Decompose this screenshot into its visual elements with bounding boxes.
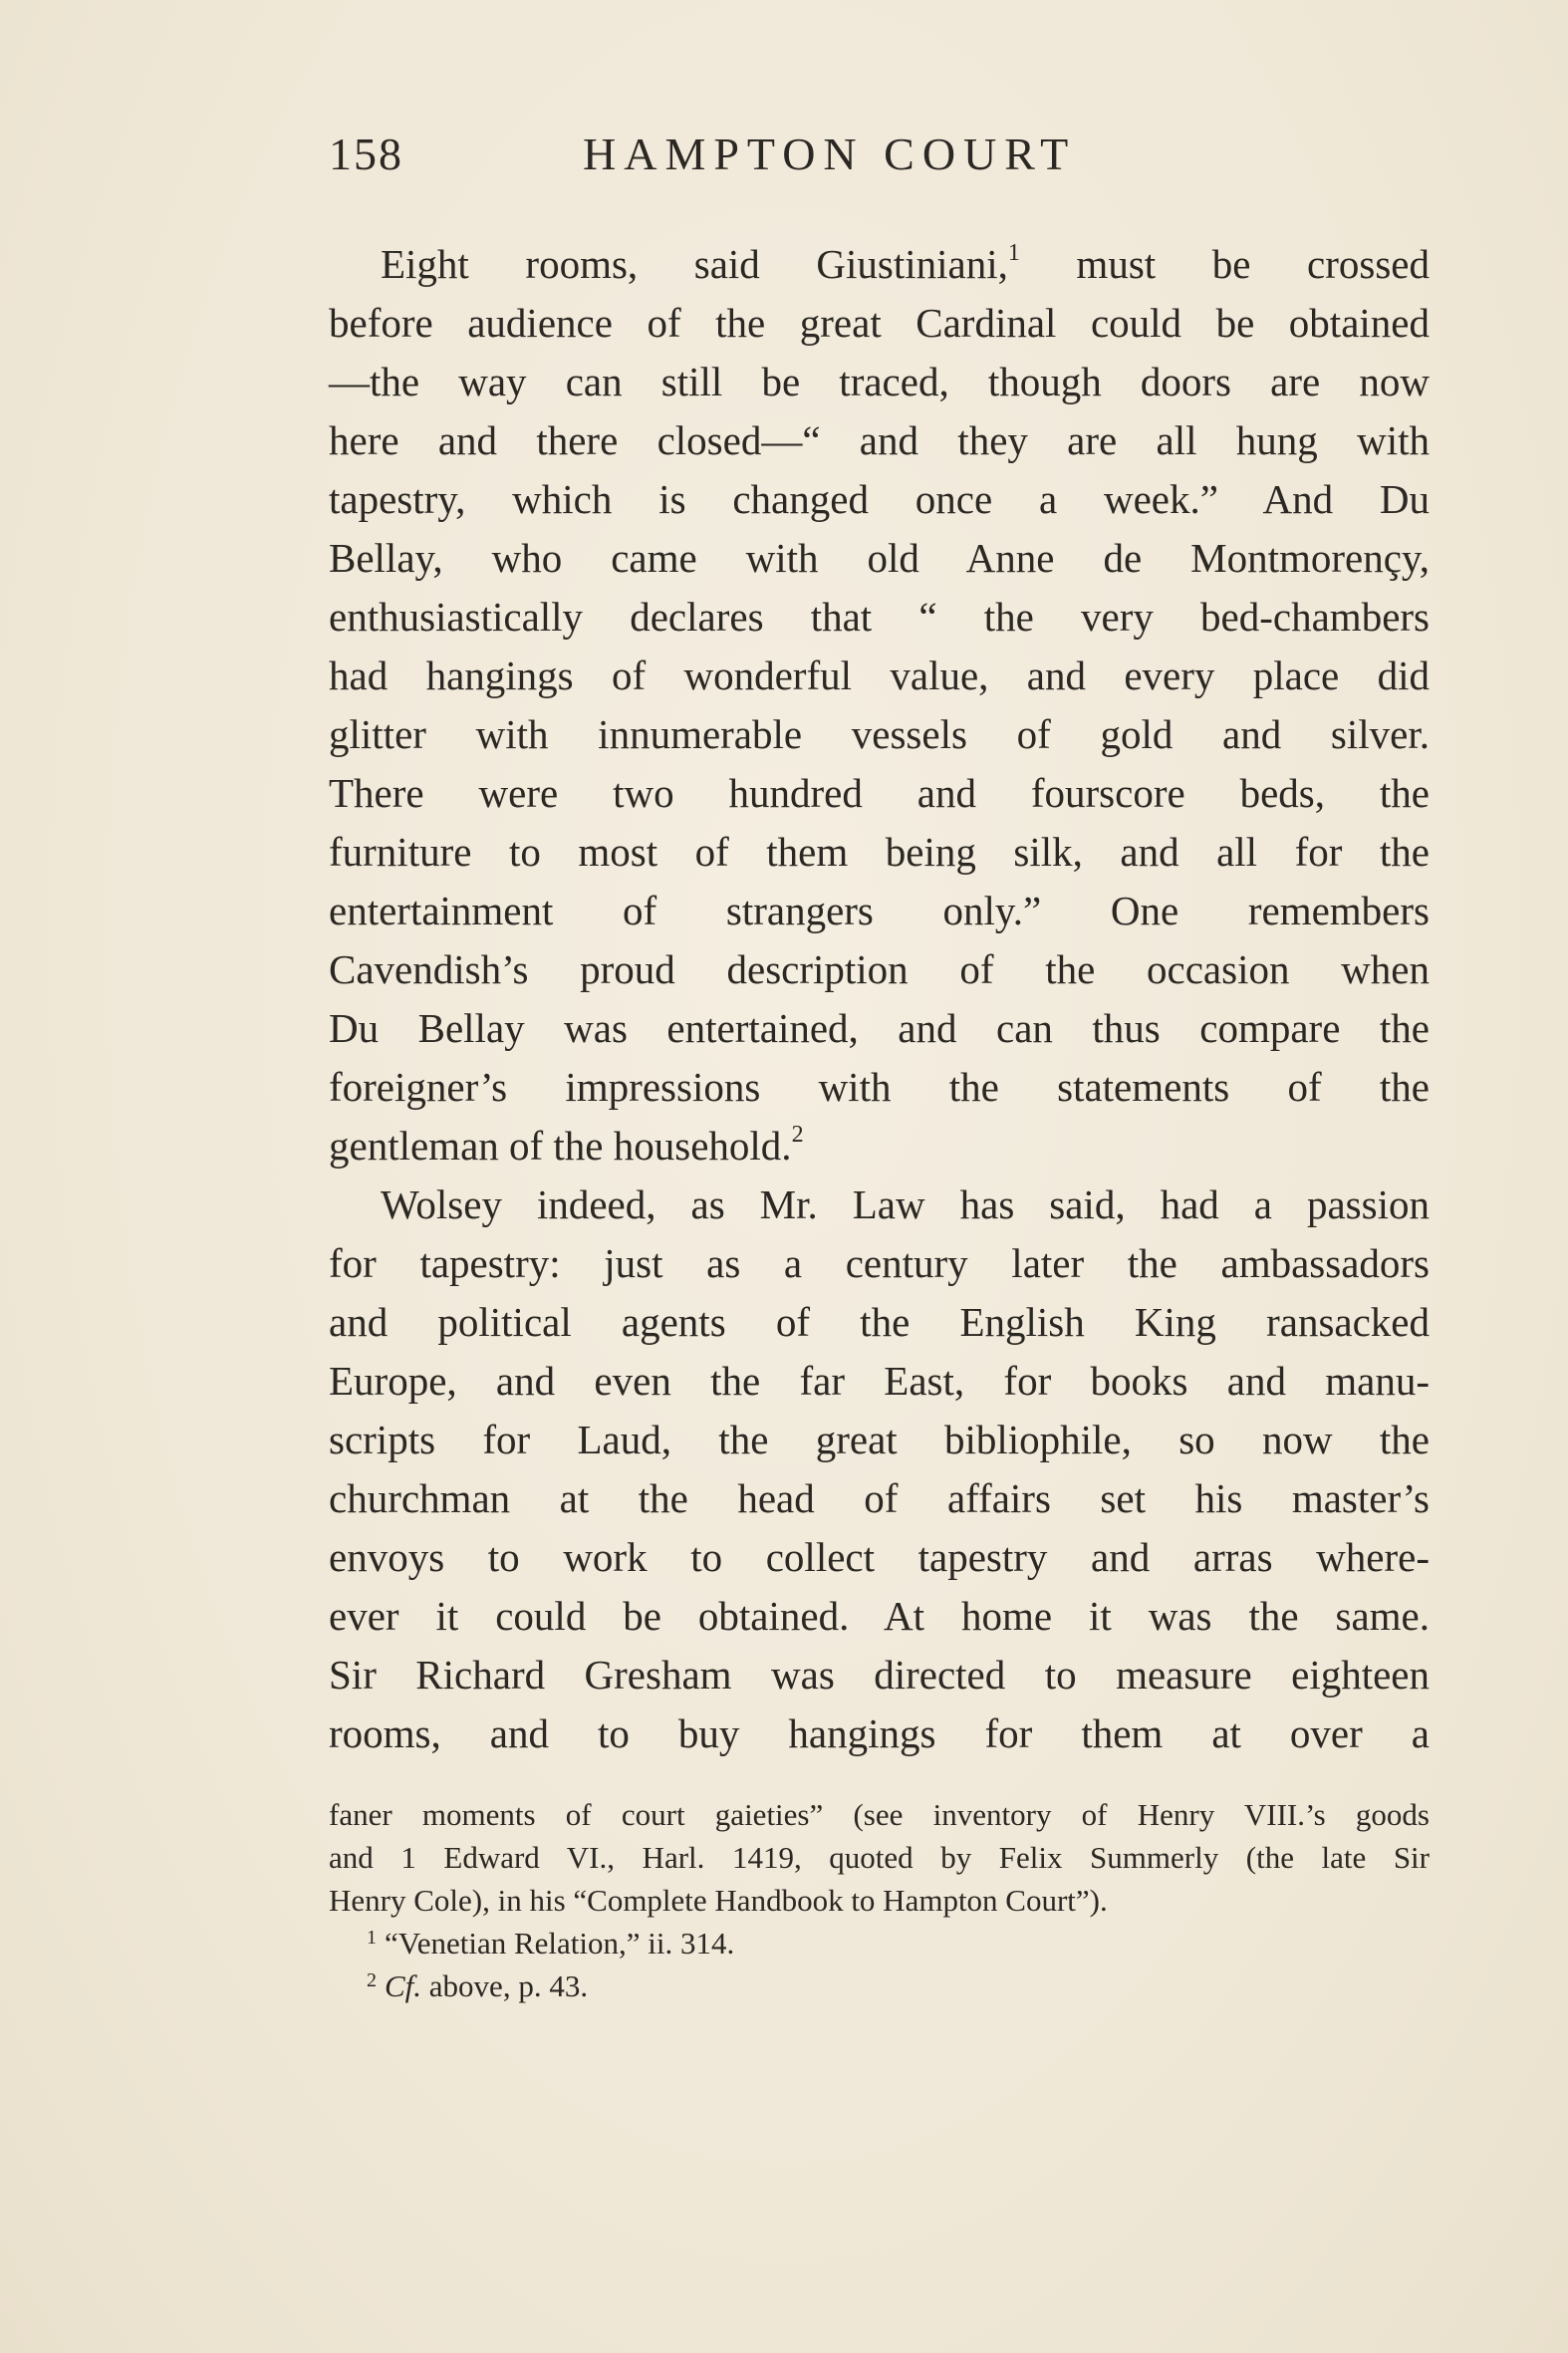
text-line: entertainment of strangers only.” One remembers bbox=[329, 888, 1430, 933]
text-line: had hangings of wonderful value, and every place did bbox=[329, 653, 1430, 698]
text-line: before audience of the great Cardinal could be obtained bbox=[329, 300, 1430, 346]
text-line: foreigner’s impressions with the statements of the bbox=[329, 1064, 1430, 1110]
text-line: and political agents of the English King ransacked bbox=[329, 1299, 1430, 1345]
footnote-mark: 2 bbox=[367, 1969, 377, 1991]
text-line: Cavendish’s proud description of the occasion when bbox=[329, 946, 1430, 992]
footnote-1: $^1$ “Venetian Relation,” ii. 314. bbox=[367, 1926, 735, 1961]
text-line: Eight rooms, said Giustiniani,$^1$ must be crossed bbox=[381, 240, 1430, 287]
text-line: enthusiastically declares that “ the very bed-chambers bbox=[329, 594, 1430, 640]
footnote-2: $^2$ Cf. above, p. 43. bbox=[367, 1968, 589, 2003]
footnote-continuation-line: Henry Cole), in his “Complete Handbook to Hampton Court”). bbox=[329, 1883, 1108, 1918]
text-line: churchman at the head of affairs set his master’s bbox=[329, 1475, 1430, 1521]
text-line: gentleman of the household.$^2$ bbox=[329, 1122, 804, 1169]
footnote-mark: 1 bbox=[367, 1927, 377, 1949]
body-text bbox=[329, 235, 1430, 1763]
page-header bbox=[329, 128, 1435, 197]
text-line: Du Bellay was entertained, and can thus compare the bbox=[329, 1005, 1430, 1051]
text-line: ever it could be obtained. At home it was the same. bbox=[329, 1593, 1430, 1639]
text-line: glitter with innumerable vessels of gold and silver. bbox=[329, 711, 1430, 757]
footnote-continuation-line: faner moments of court gaieties” (see inventory of Henry VIII.’s goods bbox=[329, 1797, 1430, 1832]
text-line: rooms, and to buy hangings for them at over a bbox=[329, 1710, 1430, 1756]
text-line: Sir Richard Gresham was directed to measure eighteen bbox=[329, 1652, 1430, 1698]
footnote-continuation-line: and 1 Edward VI., Harl. 1419, quoted by Felix Summerly (the late Sir bbox=[329, 1840, 1430, 1875]
text-line: furniture to most of them being silk, and all for the bbox=[329, 829, 1430, 875]
footnote-reference: 1 bbox=[1007, 240, 1020, 266]
text-line: There were two hundred and fourscore beds, the bbox=[329, 770, 1430, 816]
text-line: envoys to work to collect tapestry and arras where- bbox=[329, 1534, 1430, 1580]
text-line: tapestry, which is changed once a week.” And Du bbox=[329, 476, 1430, 522]
text-line: here and there closed—“ and they are all hung with bbox=[329, 417, 1430, 463]
footnotes bbox=[329, 1793, 1430, 2007]
text-line: Bellay, who came with old Anne de Montmorençy, bbox=[329, 535, 1430, 581]
text-line: Wolsey indeed, as Mr. Law has said, had a passion bbox=[381, 1181, 1430, 1227]
text-line: Europe, and even the far East, for books and manu- bbox=[329, 1358, 1430, 1404]
page-number: 158 bbox=[329, 129, 403, 179]
text-line: for tapestry: just as a century later the ambassadors bbox=[329, 1240, 1430, 1286]
running-title: HAMPTON COURT bbox=[583, 129, 1077, 179]
text-line: —the way can still be traced, though doors are now bbox=[329, 359, 1430, 404]
footnote-reference: 2 bbox=[791, 1122, 804, 1148]
text-line: scripts for Laud, the great bibliophile, so now the bbox=[329, 1417, 1430, 1462]
